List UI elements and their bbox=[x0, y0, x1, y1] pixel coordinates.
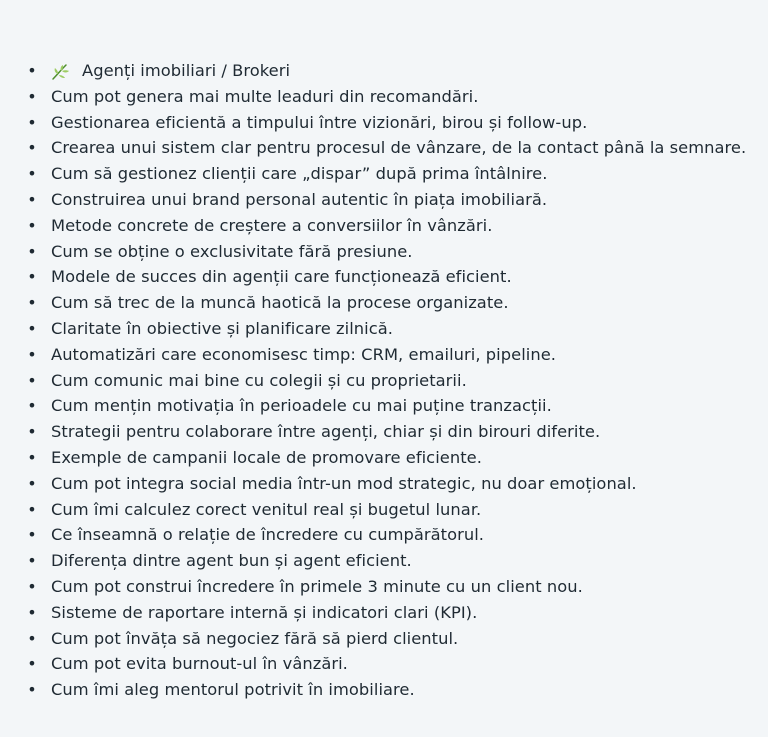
list-item bbox=[0, 600, 768, 626]
bullet-icon: • bbox=[27, 499, 37, 519]
list-item-text: Cum pot construi încredere în primele 3 minute cu un client nou. bbox=[51, 576, 583, 596]
list-item-text: Cum pot învăța să negociez fără să pierd clientul. bbox=[51, 628, 459, 648]
bullet-icon: • bbox=[27, 112, 37, 132]
bullet-icon: • bbox=[27, 602, 37, 622]
list-item bbox=[0, 316, 768, 342]
bullet-icon: • bbox=[27, 551, 37, 571]
list-item bbox=[0, 264, 768, 290]
list-item-text: Cum să gestionez clienții care „dispar” după prima întâlnire. bbox=[51, 164, 548, 184]
bullet-icon: • bbox=[27, 189, 37, 209]
bullet-icon: • bbox=[27, 680, 37, 700]
list-item-text: Strategii pentru colaborare între agenți, chiar și din birouri diferite. bbox=[51, 422, 601, 442]
list-item-text: Ce înseamnă o relație de încredere cu cumpărătorul. bbox=[51, 525, 485, 545]
bullet-icon: • bbox=[27, 628, 37, 648]
bullet-icon: • bbox=[27, 370, 37, 390]
bullet-icon: • bbox=[27, 344, 37, 364]
list-item bbox=[0, 419, 768, 445]
list-item-text: Cum îmi calculez corect venitul real și bugetul lunar. bbox=[51, 499, 482, 519]
bullet-icon: • bbox=[27, 525, 37, 545]
list-item bbox=[0, 84, 768, 110]
bullet-icon: • bbox=[27, 576, 37, 596]
list-item-text: Gestionarea eficientă a timpului între vizionări, birou și follow-up. bbox=[51, 112, 588, 132]
list-item-text: Sisteme de raportare internă și indicatori clari (KPI). bbox=[51, 602, 478, 622]
list-item bbox=[0, 368, 768, 394]
list-item bbox=[0, 161, 768, 187]
bullet-icon: • bbox=[27, 473, 37, 493]
list-item bbox=[0, 290, 768, 316]
list-item-text: Exemple de campanii locale de promovare eficiente. bbox=[51, 447, 482, 467]
list-item bbox=[0, 574, 768, 600]
bullet-icon: • bbox=[27, 86, 37, 106]
list-item bbox=[0, 239, 768, 265]
list-item bbox=[0, 548, 768, 574]
list-item bbox=[0, 497, 768, 523]
bullet-icon: • bbox=[27, 164, 37, 184]
list-item-text: Automatizări care economisesc timp: CRM, emailuri, pipeline. bbox=[51, 344, 557, 364]
leaf-icon bbox=[51, 63, 71, 81]
list-item-text: Cum pot genera mai multe leaduri din recomandări. bbox=[51, 86, 479, 106]
bullet-icon: • bbox=[27, 241, 37, 261]
list-item bbox=[0, 522, 768, 548]
bullet-icon: • bbox=[27, 422, 37, 442]
bullet-icon: • bbox=[27, 215, 37, 235]
list-item-text: Metode concrete de creștere a conversiilor în vânzări. bbox=[51, 215, 493, 235]
list-item bbox=[0, 187, 768, 213]
list-item bbox=[0, 651, 768, 677]
bullet-icon: • bbox=[27, 293, 37, 313]
list-item-text: Cum pot integra social media într-un mod strategic, nu doar emoțional. bbox=[51, 473, 637, 493]
list-item bbox=[0, 445, 768, 471]
list-item bbox=[0, 110, 768, 136]
list-item-text: Modele de succes din agenții care funcționează eficient. bbox=[51, 267, 512, 287]
list-item-text: Claritate în obiective și planificare zilnică. bbox=[51, 318, 393, 338]
list-item bbox=[0, 677, 768, 703]
list-item-text: Cum îmi aleg mentorul potrivit în imobiliare. bbox=[51, 680, 415, 700]
list-item-text: Cum să trec de la muncă haotică la procese organizate. bbox=[51, 293, 509, 313]
list-item-heading bbox=[0, 58, 768, 84]
list-item-text: Cum comunic mai bine cu colegii și cu proprietarii. bbox=[51, 370, 467, 390]
bullet-icon: • bbox=[27, 267, 37, 287]
list-item-text: Construirea unui brand personal autentic în piața imobiliară. bbox=[51, 189, 548, 209]
list-item-text: Cum mențin motivația în perioadele cu mai puține tranzacții. bbox=[51, 396, 552, 416]
list-item-text: Cum pot evita burnout-ul în vânzări. bbox=[51, 654, 348, 674]
list-heading: Agenți imobiliari / Brokeri bbox=[82, 61, 291, 80]
bullet-icon: • bbox=[27, 138, 37, 158]
topic-list bbox=[0, 58, 768, 703]
list-item bbox=[0, 213, 768, 239]
list-item-text: Crearea unui sistem clar pentru procesul de vânzare, de la contact până la semnare. bbox=[51, 138, 747, 158]
list-item bbox=[0, 626, 768, 652]
list-item bbox=[0, 471, 768, 497]
list-item-text: Cum se obține o exclusivitate fără presiune. bbox=[51, 241, 413, 261]
list-item-text: Diferența dintre agent bun și agent eficient. bbox=[51, 551, 412, 571]
list-item bbox=[0, 342, 768, 368]
bullet-icon: • bbox=[27, 654, 37, 674]
bullet-icon: • bbox=[27, 61, 37, 80]
list-item bbox=[0, 135, 768, 161]
bullet-icon: • bbox=[27, 318, 37, 338]
bullet-icon: • bbox=[27, 396, 37, 416]
bullet-icon: • bbox=[27, 447, 37, 467]
list-item bbox=[0, 393, 768, 419]
